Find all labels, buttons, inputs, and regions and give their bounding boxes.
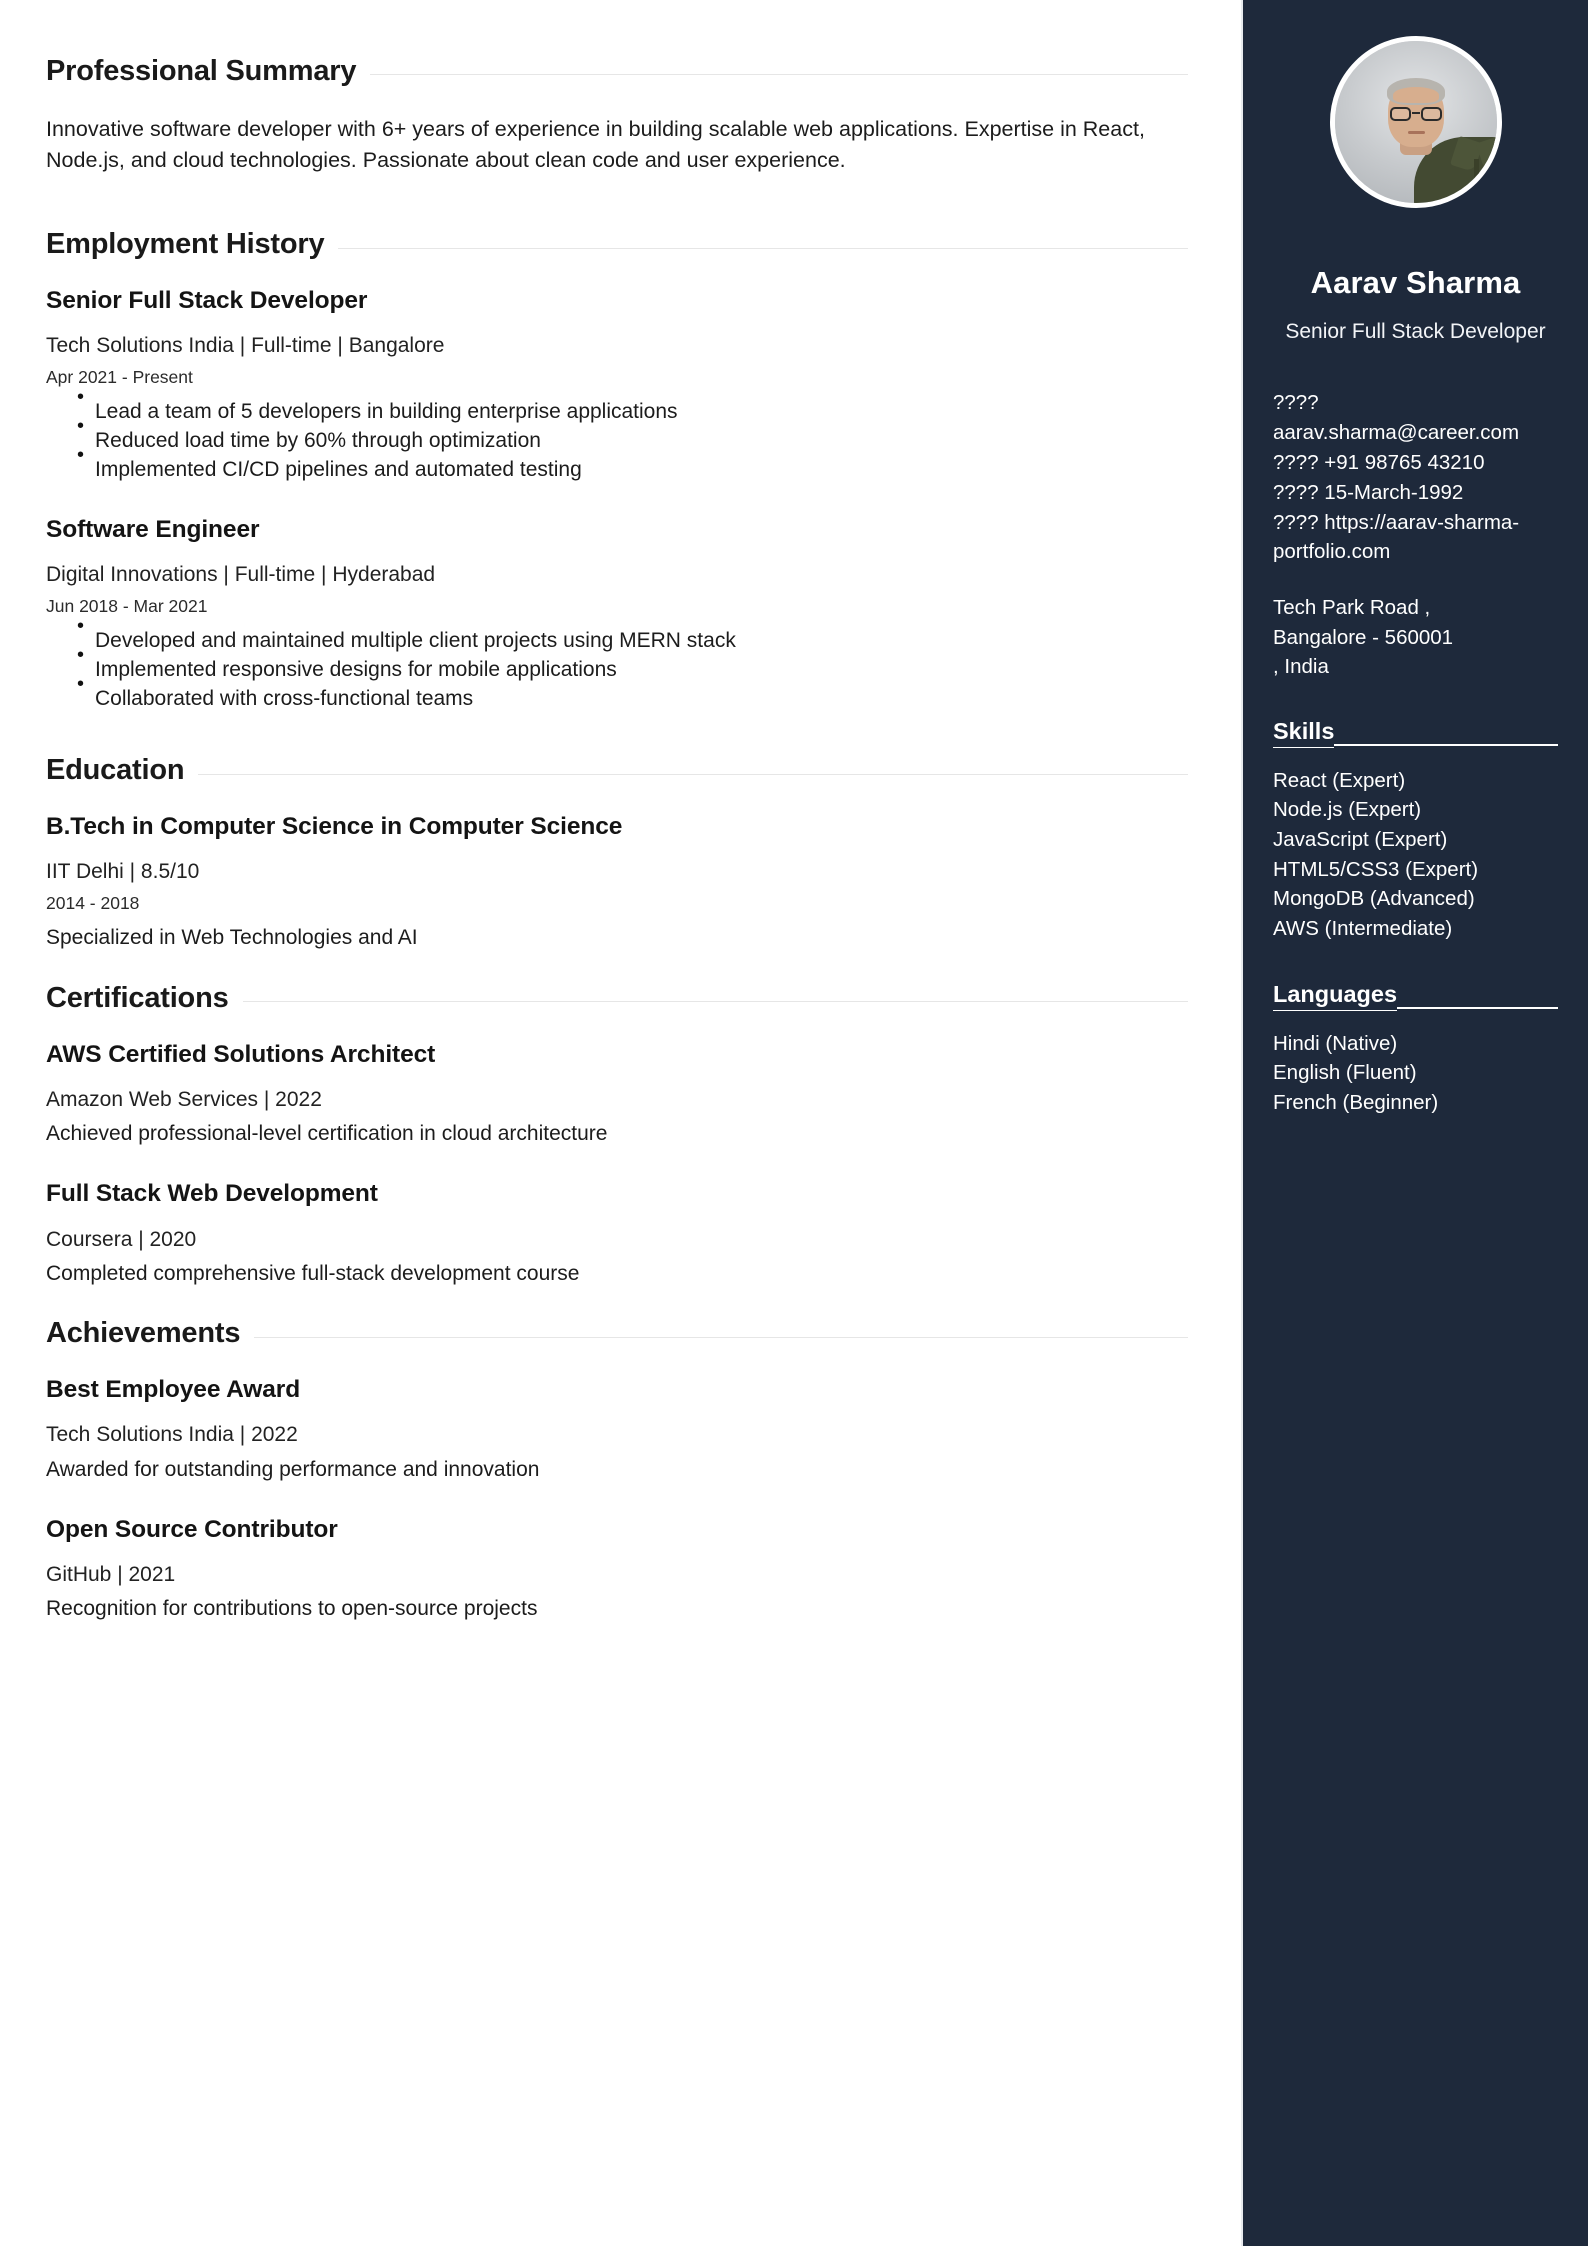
spacer (46, 957, 1188, 983)
list-item: React (Expert) (1273, 768, 1406, 792)
list-item: Node.js (Expert) (1273, 798, 1422, 822)
entry-title: Open Source Contributor (46, 1515, 338, 1543)
contact-website[interactable]: ???? https://aarav-sharma-portfolio.com (1273, 511, 1520, 564)
certification-entry (46, 1180, 1188, 1288)
list-item: AWS (Intermediate) (1273, 917, 1453, 941)
list-item: • Implemented responsive designs for mobile applications (77, 656, 1188, 684)
entry-description: Achieved professional-level certification in cloud architecture (46, 1122, 608, 1146)
entry-description: Awarded for outstanding performance and innovation (46, 1457, 540, 1481)
entry-meta: GitHub | 2021 (46, 1563, 176, 1587)
contact-list (1273, 388, 1558, 567)
languages-title: Languages (1273, 982, 1397, 1011)
avatar-mouth (1408, 131, 1425, 134)
sidebar (1243, 0, 1588, 2246)
entry-meta: Coursera | 2020 (46, 1227, 197, 1251)
list-item: French (Beginner) (1273, 1091, 1439, 1115)
list-item: English (Fluent) (1273, 1061, 1417, 1085)
entry-meta: Digital Innovations | Full-time | Hyderabad (46, 563, 436, 587)
achievement-entry (46, 1376, 1188, 1484)
certification-entry (46, 1041, 1188, 1149)
entry-meta: Tech Solutions India | Full-time | Bangalore (46, 334, 445, 358)
languages-block (1273, 944, 1558, 1118)
list-item: HTML5/CSS3 (Expert) (1273, 857, 1479, 881)
section-title: Achievements (46, 1317, 241, 1350)
list-item: • Developed and maintained multiple client projects using MERN stack (77, 627, 1188, 655)
entry-meta: Tech Solutions India | 2022 (46, 1423, 298, 1447)
contact-email-icon: ???? (1273, 390, 1319, 414)
contact-email[interactable]: aarav.sharma@career.com (1273, 420, 1520, 444)
avatar-photo (1335, 41, 1497, 203)
section-achievements (46, 1318, 1188, 1624)
avatar-hair (1387, 78, 1445, 105)
list-item: • Implemented CI/CD pipelines and automated testing (77, 456, 1188, 484)
languages-header (1273, 982, 1558, 1011)
list-item: • Collaborated with cross-functional teams (77, 685, 1188, 713)
entry-title: Senior Full Stack Developer (46, 287, 368, 315)
address-line-1: Tech Park Road , (1273, 596, 1431, 620)
languages-rule (1397, 1007, 1558, 1009)
section-header (46, 1318, 1188, 1350)
avatar (1330, 36, 1502, 208)
entry-title: Best Employee Award (46, 1376, 301, 1404)
address-line-2: Bangalore - 560001 (1273, 625, 1454, 649)
section-header (46, 56, 1188, 88)
entry-bullet-list (46, 627, 1188, 713)
section-title: Education (46, 754, 185, 787)
section-title: Professional Summary (46, 55, 357, 87)
section-professional-summary (46, 56, 1188, 175)
employment-entry (46, 516, 1188, 713)
avatar-lens-right (1421, 107, 1442, 121)
section-title: Employment History (46, 228, 325, 261)
entry-title: Software Engineer (46, 516, 260, 544)
avatar-placket (1474, 159, 1479, 201)
section-rule (338, 248, 1188, 249)
section-rule (254, 1337, 1188, 1338)
skills-block (1273, 681, 1558, 944)
avatar-lens-left (1390, 107, 1411, 121)
entry-dates: Apr 2021 - Present (46, 366, 193, 387)
entry-description: Specialized in Web Technologies and AI (46, 926, 418, 950)
list-item: • Lead a team of 5 developers in building enterprise applications (77, 398, 1188, 426)
address-line-3: , India (1273, 654, 1329, 678)
section-certifications (46, 983, 1188, 1289)
entry-description: Recognition for contributions to open-source projects (46, 1597, 538, 1621)
profile-name: Aarav Sharma (1310, 265, 1521, 300)
contact-address (1273, 593, 1558, 680)
list-item: JavaScript (Expert) (1273, 828, 1448, 851)
entry-meta: IIT Delhi | 8.5/10 (46, 860, 200, 884)
achievement-entry (46, 1516, 1188, 1624)
skills-header (1273, 719, 1558, 748)
glasses-icon (1389, 107, 1443, 122)
avatar-glasses-bridge (1412, 112, 1420, 114)
section-header (46, 755, 1188, 787)
avatar-collar-right (1475, 136, 1501, 172)
skills-rule (1334, 744, 1558, 746)
section-header (46, 229, 1188, 261)
section-title: Certifications (46, 981, 229, 1014)
employment-entry (46, 287, 1188, 484)
entry-title: Full Stack Web Development (46, 1180, 378, 1208)
spacer (1273, 567, 1558, 593)
list-item: MongoDB (Advanced) (1273, 887, 1475, 911)
list-item: • Reduced load time by 60% through optimization (77, 427, 1188, 455)
spacer (46, 1292, 1188, 1318)
section-rule (370, 74, 1188, 75)
entry-title: AWS Certified Solutions Architect (46, 1040, 436, 1068)
summary-paragraph: Innovative software developer with 6+ years of experience in building scalable web applications. Expertise in React, Node.js, and cloud technologies. Passionate about clean code and user experience. (46, 116, 1145, 172)
skills-title: Skills (1273, 719, 1334, 748)
section-employment-history (46, 229, 1188, 713)
spacer (46, 717, 1188, 755)
section-education (46, 755, 1188, 952)
entry-bullet-list (46, 398, 1188, 484)
entry-description: Completed comprehensive full-stack development course (46, 1261, 580, 1285)
contact-block (1273, 388, 1558, 681)
entry-dates: Jun 2018 - Mar 2021 (46, 595, 208, 616)
profile-role: Senior Full Stack Developer (1285, 319, 1546, 343)
education-entry (46, 813, 1188, 953)
contact-birthday: ???? 15-March-1992 (1273, 481, 1464, 505)
entry-meta: Amazon Web Services | 2022 (46, 1087, 322, 1111)
entry-dates: 2014 - 2018 (46, 892, 140, 913)
contact-phone[interactable]: ???? +91 98765 43210 (1273, 450, 1485, 474)
section-rule (198, 774, 1188, 775)
list-item: Hindi (Native) (1273, 1031, 1398, 1055)
section-rule (243, 1001, 1188, 1002)
section-header (46, 983, 1188, 1015)
entry-title: B.Tech in Computer Science in Computer Science (46, 813, 623, 841)
